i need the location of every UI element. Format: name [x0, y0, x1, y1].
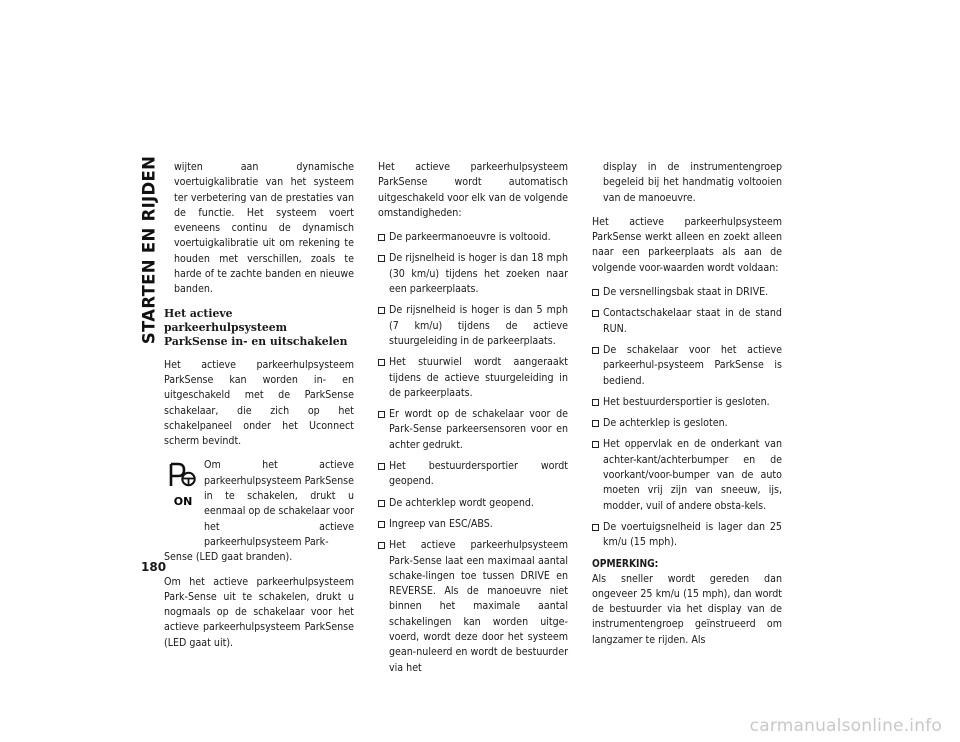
list-item: Het oppervlak en de onderkant van achter-kant/achterbumper en de voorkant/voor-bumper van de auto moeten vrij zijn van sneeuw, ijs, modder, vuil of andere obsta-kels. [592, 437, 782, 513]
list-item: De achterklep wordt geopend. [378, 496, 568, 511]
list-item: Het bestuurdersportier is gesloten. [592, 395, 782, 410]
paragraph-switch-on-tail: Sense (LED gaat branden). [164, 551, 293, 564]
auto-off-conditions-list [378, 230, 568, 676]
list-item: Er wordt op de schakelaar voor de Park-Sense parkeersensoren voor en achter gedrukt. [378, 407, 568, 453]
list-item: De parkeermanoeuvre is voltooid. [378, 230, 568, 245]
note-heading: OPMERKING: [592, 558, 659, 570]
paragraph-switch-on: Om het actieve parkeerhulpsysteem ParkSense in te schakelen, drukt u eenmaal op de schakelaar voor het actieve parkeerhulpsysteem Park- [204, 459, 354, 548]
page-number: 180 [141, 560, 167, 574]
note-text: Als sneller wordt gereden dan ongeveer 25 km/u (15 mph), dan wordt de bestuurder via het display van de instrumentengroep geïnstrueerd om langzamer te rijden. Als [592, 572, 782, 646]
list-item: Het stuurwiel wordt aangeraakt tijdens de actieve stuurgeleiding in de parkeerplaats. [378, 355, 568, 401]
list-item: Het actieve parkeerhulpsysteem Park-Sense laat een maximaal aantal schake-lingen toe tussen DRIVE en REVERSE. Als de manoeuvre niet binnen het maximale aantal schakelingen kan worden uitge-voerd, wordt deze door het systeem gean-nuleerd en wordt de bestuurder via het [378, 538, 568, 676]
intro-continued-paragraph: wijten aan dynamische voertuigkalibratie van het systeem ter verbetering van de prestaties van de functie. Het systeem voert eveneens continu de dynamisch voertuigkalibratie uit om rekening te houden met verschillen, zoals te harde of te zachte banden en nieuwe banden. [174, 161, 354, 296]
list-item: De versnellingsbak staat in DRIVE. [592, 285, 782, 300]
paragraph-conditions: Het actieve parkeerhulpsysteem ParkSense werkt alleen en zoekt alleen naar een parkeerplaats als aan de volgende voor-waarden wordt voldaan: [592, 215, 782, 274]
list-item: De schakelaar voor het actieve parkeerhul-psysteem ParkSense is bediend. [592, 343, 782, 389]
list-item: De rijsnelheid is hoger is dan 5 mph (7 km/u) tijdens de actieve stuurgeleiding in de parkeerplaats. [378, 303, 568, 349]
section-title-vertical [138, 155, 160, 345]
column-1 [164, 160, 354, 660]
paragraph-switch-location: Het actieve parkeerhulpsysteem ParkSense kan worden in- en uitgeschakeld met de ParkSense schakelaar, die zich op het schakelpaneel onder het Uconnect scherm bevindt. [164, 358, 354, 448]
watermark: carmanualsonline.info [749, 716, 942, 736]
list-item: Contactschakelaar staat in de stand RUN. [592, 306, 782, 337]
heading-line-2: ParkSense in- en uitschakelen [164, 334, 348, 348]
operating-conditions-list [592, 285, 782, 550]
bullet-continued-text: display in de instrumentengroep begeleid bij het handmatig voltooien van de manoeuvre. [603, 161, 782, 204]
column-3 [592, 160, 782, 657]
list-item: De voertuigsnelheid is lager dan 25 km/u (15 mph). [592, 520, 782, 551]
list-item: De rijsnelheid is hoger is dan 18 mph (30 km/u) tijdens het zoeken naar een parkeerplaats. [378, 251, 568, 297]
icon-paragraph-block [164, 458, 354, 565]
list-item: De achterklep is gesloten. [592, 416, 782, 431]
icon-on-label: ON [173, 495, 193, 509]
section-heading [164, 307, 354, 349]
heading-line-1: Het actieve parkeerhulpsysteem [164, 306, 288, 334]
paragraph-auto-off: Het actieve parkeerhulpsysteem ParkSense wordt automatisch uitgeschakeld voor elk van de volgende omstandigheden: [378, 161, 568, 219]
list-item: Het bestuurdersportier wordt geopend. [378, 459, 568, 490]
parksense-p-steering-icon [168, 460, 198, 510]
section-title: STARTEN EN RIJDEN [139, 155, 159, 345]
list-item: Ingreep van ESC/ABS. [378, 517, 568, 532]
paragraph-switch-off: Om het actieve parkeerhulpsysteem Park-Sense uit te schakelen, drukt u nogmaals op de schakelaar voor het actieve parkeerhulpsysteem ParkSense (LED gaat uit). [164, 575, 354, 649]
column-2 [378, 160, 568, 682]
